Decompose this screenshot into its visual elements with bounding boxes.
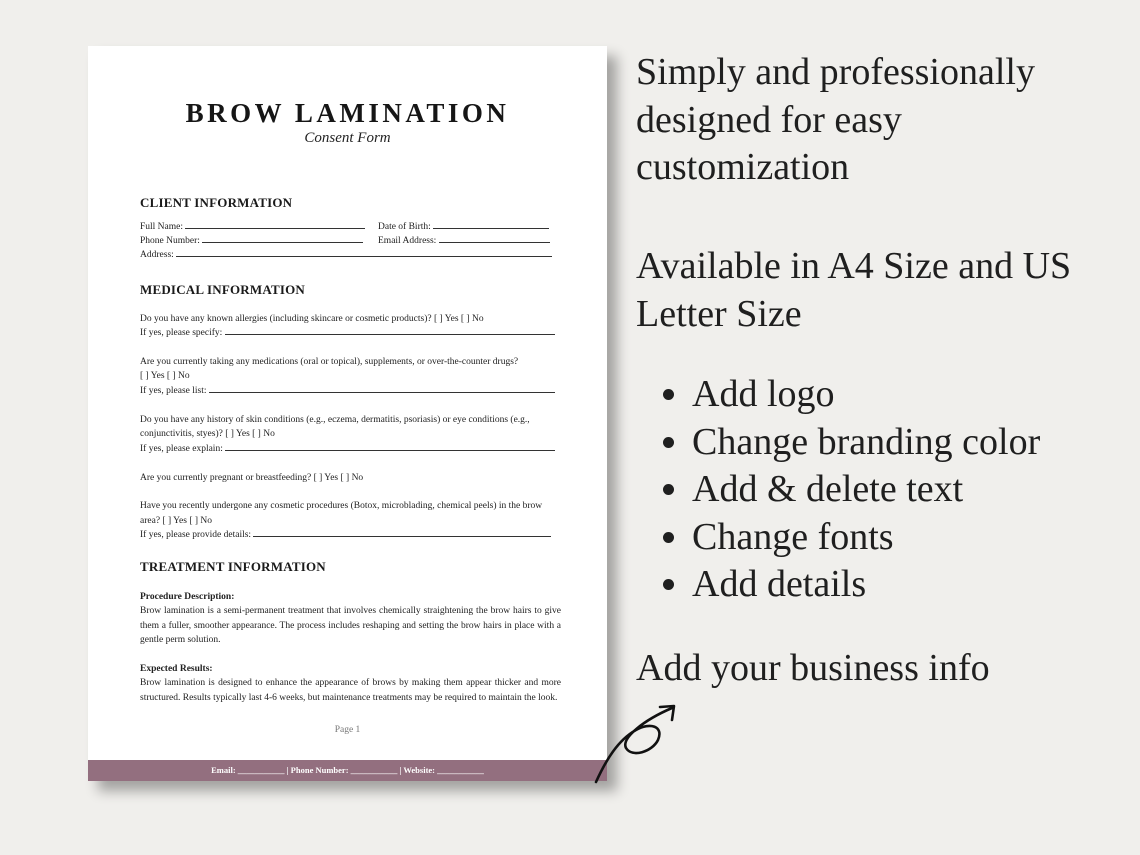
medication-options: [ ] Yes [ ] No [140, 371, 190, 381]
procedures-line [253, 528, 551, 537]
medication-followup-label: If yes, please list: [140, 386, 207, 396]
allergy-line [225, 326, 555, 335]
document-subtitle: Consent Form [304, 130, 391, 146]
full-name-line [185, 220, 365, 229]
treatment-info-heading: TREATMENT INFORMATION [140, 559, 326, 574]
dob-label: Date of Birth: [378, 222, 431, 232]
full-name-label: Full Name: [140, 222, 184, 232]
pregnancy-question: Are you currently pregnant or breastfeeding? [ ] Yes [ ] No [140, 473, 364, 483]
procedures-question: Have you recently undergone any cosmetic procedures (Botox, microblading, chemical peels) in the brow [140, 501, 543, 511]
medication-question: Are you currently taking any medications (oral or topical), supplements, or over-the-counter drugs? [140, 357, 519, 367]
phone-field [140, 234, 363, 249]
skin-followup [140, 442, 555, 457]
allergy-followup-label: If yes, please specify: [140, 328, 223, 338]
procedure-label: Procedure Description: [140, 592, 235, 602]
hand-drawn-arrow-icon [588, 700, 688, 790]
phone-label: Phone Number: [140, 236, 200, 246]
feature-list [636, 371, 1040, 609]
phone-line [202, 234, 363, 243]
results-text: Brow lamination is designed to enhance the appearance of brows by making them appear thicker and more structured. Results typically last 4-6 weeks, but maintenance treatments may be required to maintain the look. [140, 678, 561, 703]
address-label: Address: [140, 250, 174, 260]
sizes-text: Available in A4 Size and US Letter Size [636, 245, 1072, 335]
dob-field [378, 220, 549, 235]
skin-line [225, 442, 555, 451]
feature-item: • Change fonts [692, 514, 1040, 562]
medication-followup [140, 384, 555, 399]
skin-question-cont: conjunctivitis, styes)? [ ] Yes [ ] No [140, 429, 275, 439]
address-line [176, 248, 552, 257]
document-footer: Email: ___________ | Phone Number: ___________ | Website: ___________ [88, 760, 607, 781]
medical-info-heading: MEDICAL INFORMATION [140, 282, 305, 297]
feature-item: • Add details [692, 561, 1040, 609]
skin-followup-label: If yes, please explain: [140, 444, 223, 454]
document-title: BROW LAMINATION [185, 98, 510, 128]
business-info-text: Add your business info [636, 647, 990, 689]
medication-line [209, 384, 555, 393]
email-label: Email Address: [378, 236, 437, 246]
email-field [378, 234, 550, 249]
feature-item: • Add logo [692, 371, 1040, 419]
results-label: Expected Results: [140, 664, 213, 674]
procedures-followup [140, 528, 551, 543]
feature-item: • Add & delete text [692, 466, 1040, 514]
address-field [140, 248, 552, 263]
page-number: Page 1 [334, 725, 361, 735]
dob-line [433, 220, 549, 229]
procedure-text: Brow lamination is a semi-permanent treatment that involves chemically straightening the brow hairs to give them a fuller, smoother appearance. The process includes reshaping and setting the brow hairs in place with a gentle perm solution. [140, 606, 561, 646]
skin-question: Do you have any history of skin conditions (e.g., eczema, dermatitis, psoriasis) or eye conditions (e.g., [140, 415, 530, 425]
allergy-question: Do you have any known allergies (including skincare or cosmetic products)? [ ] Yes [ ] No [140, 314, 484, 324]
full-name-field [140, 220, 365, 235]
feature-item: • Change branding color [692, 419, 1040, 467]
procedures-followup-label: If yes, please provide details: [140, 530, 252, 540]
email-line [439, 234, 550, 243]
procedures-question-cont: area? [ ] Yes [ ] No [140, 516, 213, 526]
allergy-followup [140, 326, 555, 341]
client-info-heading: CLIENT INFORMATION [140, 195, 293, 210]
headline-text: Simply and professionally designed for easy customization [636, 51, 1035, 188]
document-page [88, 46, 607, 781]
